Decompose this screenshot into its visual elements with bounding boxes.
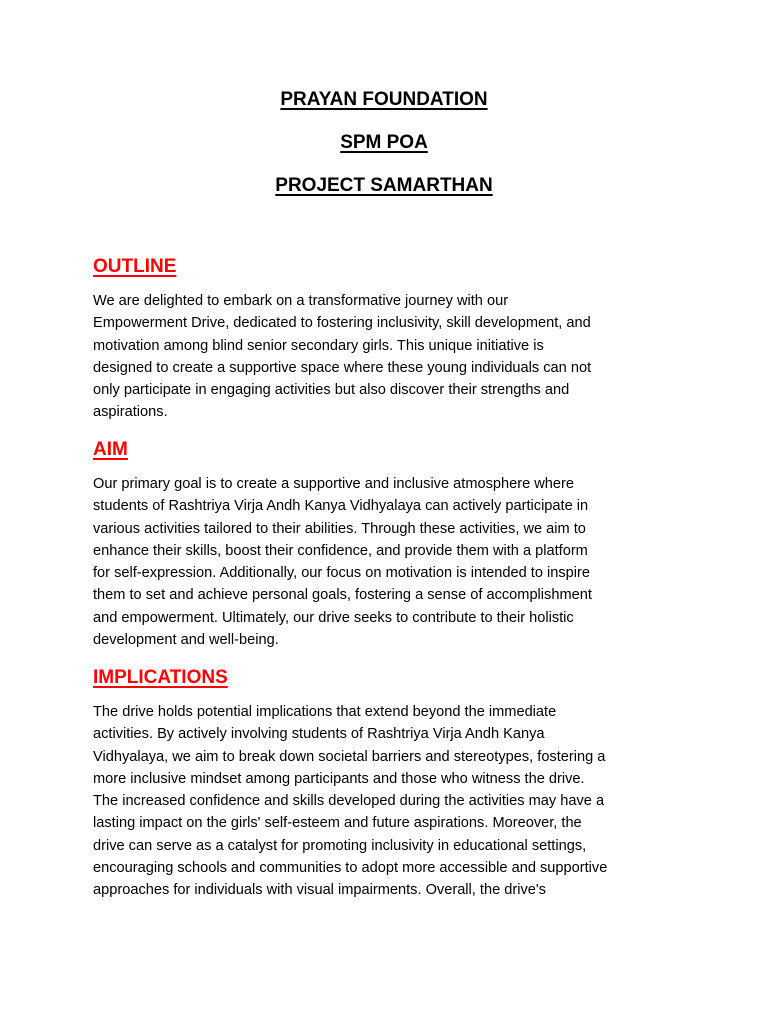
section-body-implications: The drive holds potential implications that extend beyond the immediate activities. By actively involving students of Rashtriya Virja Andh Kanya Vidhyalaya, we aim to break down societal barriers and stereotypes, fostering a more inclusive mindset among participants and those who witness the drive. The increased confidence and skills developed during the activities may have a lasting impact on the girls' self-esteem and future aspirations. Moreover, the drive can serve as a catalyst for promoting inclusivity in educational settings, encouraging schools and communities to adopt more accessible and supportive approaches for individuals with visual impairments. Overall, the drive's — [93, 704, 608, 899]
document-title-block — [0, 89, 768, 197]
section-aim — [93, 439, 683, 651]
section-implications — [93, 667, 683, 902]
section-body-outline: We are delighted to embark on a transformative journey with our Empowerment Drive, dedicated to fostering inclusivity, skill development, and motivation among blind senior secondary girls. This unique initiative is designed to create a supportive space where these young individuals can not only participate in engaging activities but also discover their strengths and aspirations. — [93, 293, 592, 421]
section-body-aim: Our primary goal is to create a supportive and inclusive atmosphere where students of Rashtriya Virja Andh Kanya Vidhyalaya can actively participate in various activities tailored to their abilities. Through these activities, we aim to enhance their skills, boost their confidence, and provide them with a platform for self-expression. Additionally, our focus on motivation is intended to inspire them to set and achieve personal goals, fostering a sense of accomplishment and empowerment. Ultimately, our drive seeks to contribute to their holistic development and well-being. — [93, 476, 592, 649]
section-outline — [93, 256, 683, 424]
section-heading-implications: IMPLICATIONS — [93, 667, 228, 688]
section-heading-outline: OUTLINE — [93, 256, 177, 277]
title-organization: PRAYAN FOUNDATION — [280, 89, 488, 110]
section-heading-aim: AIM — [93, 439, 128, 460]
title-project: PROJECT SAMARTHAN — [275, 175, 493, 196]
title-subtitle: SPM POA — [340, 132, 428, 153]
